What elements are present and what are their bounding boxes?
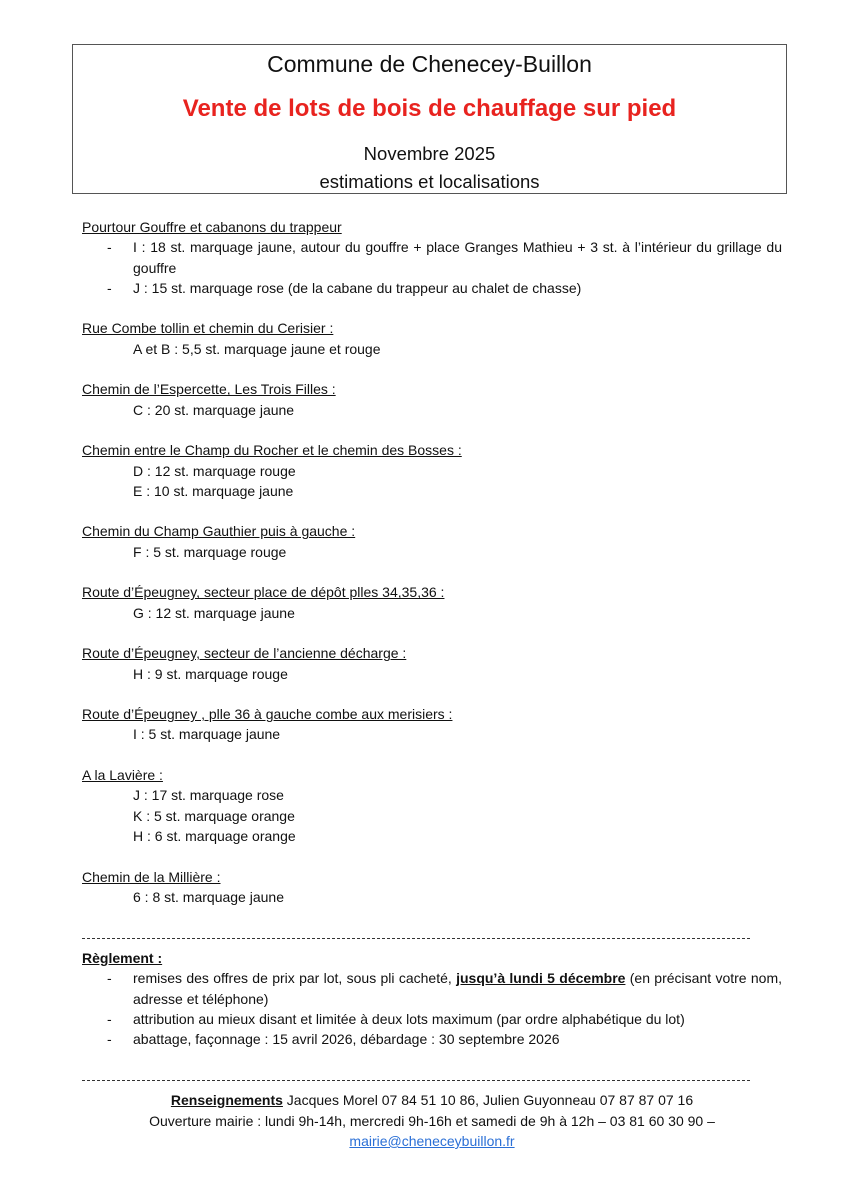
- lot-section: [82, 217, 782, 298]
- text: (en précisant votre nom, adresse et téléphone): [133, 970, 783, 1007]
- lot-item: H : 9 st. marquage rouge: [133, 665, 288, 682]
- lot-item: A et B : 5,5 st. marquage jaune et rouge: [133, 340, 381, 357]
- lot-item: I : 5 st. marquage jaune: [133, 726, 281, 743]
- commune-name: Commune de Chenecey-Buillon: [267, 51, 592, 77]
- lot-section: [82, 765, 782, 846]
- text: remises des offres de prix par lot, sous pli cacheté,: [133, 970, 457, 987]
- reglement-item: [82, 968, 782, 1009]
- lot-section: [82, 582, 782, 623]
- contacts-text: Jacques Morel 07 84 51 10 86, Julien Guyonneau 07 87 87 07 16: [282, 1092, 694, 1108]
- divider: [82, 938, 750, 939]
- lot-section: [82, 643, 782, 684]
- lot-section: [82, 521, 782, 562]
- lot-section: [82, 867, 782, 908]
- lot-section: [82, 440, 782, 501]
- subtitle: estimations et localisations: [319, 171, 540, 192]
- section-heading: Route d’Épeugney , plle 36 à gauche combe aux merisiers :: [82, 706, 453, 723]
- divider: [82, 1080, 750, 1081]
- reglement-item: - abattage, façonnage : 15 avril 2026, débardage : 30 septembre 2026: [82, 1029, 782, 1049]
- section-heading: Route d’Épeugney, secteur de l’ancienne décharge :: [82, 645, 407, 662]
- section-heading: Chemin de la Millière :: [82, 868, 221, 885]
- lot-section: [82, 318, 782, 359]
- lot-section: [82, 704, 782, 745]
- section-heading: Pourtour Gouffre et cabanons du trappeur: [82, 219, 342, 235]
- section-heading: Chemin du Champ Gauthier puis à gauche :: [82, 523, 356, 540]
- email-link[interactable]: mairie@cheneceybuillon.fr: [349, 1133, 515, 1149]
- section-heading: Chemin de l’Espercette, Les Trois Filles :: [82, 381, 336, 398]
- lot-item: H : 6 st. marquage orange: [133, 827, 296, 844]
- reglement-item: - attribution au mieux disant et limitée à deux lots maximum (par ordre alphabétique du lot): [82, 1009, 782, 1029]
- section-heading: Route d’Épeugney, secteur place de dépôt plles 34,35,36 :: [82, 584, 445, 601]
- lot-item: J : 17 st. marquage rose: [133, 787, 284, 804]
- contacts: [82, 1090, 782, 1111]
- lot-item: - I : 18 st. marquage jaune, autour du gouffre + place Granges Mathieu + 3 st. à l’intérieur du grillage du gouffre: [82, 237, 782, 278]
- section-heading: Chemin entre le Champ du Rocher et le chemin des Bosses :: [82, 442, 462, 459]
- lots-list: [82, 217, 782, 927]
- lot-item: E : 10 st. marquage jaune: [133, 482, 294, 499]
- lot-item: K : 5 st. marquage orange: [133, 807, 295, 824]
- footer: [82, 1090, 782, 1152]
- date: Novembre 2025: [363, 143, 496, 164]
- lot-item: G : 12 st. marquage jaune: [133, 604, 295, 621]
- lot-section: [82, 379, 782, 420]
- lot-item: C : 20 st. marquage jaune: [133, 401, 295, 418]
- lot-item: - J : 15 st. marquage rose (de la cabane du trappeur au chalet de chasse): [82, 278, 782, 298]
- lot-item: 6 : 8 st. marquage jaune: [133, 888, 284, 905]
- opening-hours: Ouverture mairie : lundi 9h-14h, mercredi 9h-16h et samedi de 9h à 12h – 03 81 60 30 90 –: [149, 1112, 715, 1129]
- header-box: [72, 44, 787, 194]
- lot-item: F : 5 st. marquage rouge: [133, 543, 287, 560]
- deadline: jusqu’à lundi 5 décembre: [456, 970, 626, 987]
- reglement-heading: Règlement :: [82, 950, 163, 966]
- section-heading: Rue Combe tollin et chemin du Cerisier :: [82, 320, 334, 337]
- lot-item: D : 12 st. marquage rouge: [133, 462, 296, 479]
- section-heading: A la Lavière :: [82, 767, 163, 784]
- reglement-section: [82, 948, 782, 1049]
- page-title: Vente de lots de bois de chauffage sur pied: [182, 95, 677, 122]
- contacts-label: Renseignements: [170, 1092, 283, 1108]
